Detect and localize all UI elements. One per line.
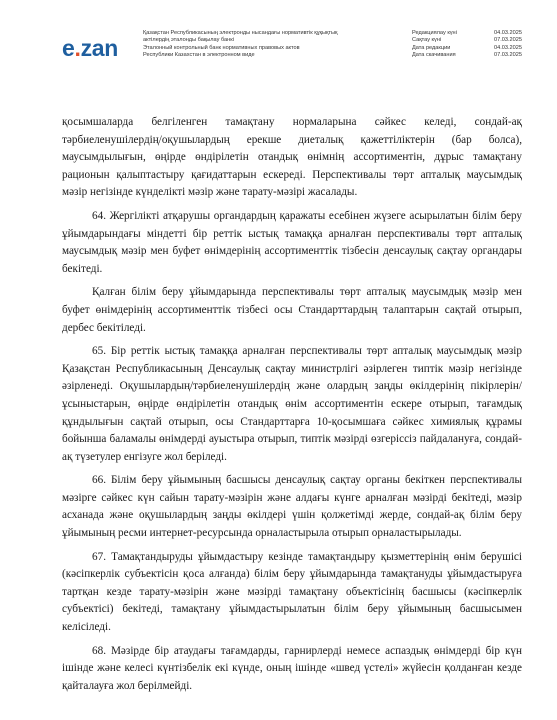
logo-zan: zan xyxy=(80,35,119,61)
paragraph-68: 68. Мәзірде бір атаудағы тағамдарды, гарнирлерді немесе аспаздық өнімдерді бір күн ішінде және келесі күнтізбелік екі күнде, оның ішінде «швед үстелі» жүйесін қолданған кезде қайталауға жол берілмейді. xyxy=(62,644,522,692)
paragraph-66: 66. Білім беру ұйымының басшысы денсаулық сақтау органы бекіткен перспективалы мәзірге сәйкес күн сайын тарату-мәзірін және алдағы күнге арналған мәзірді бекітеді, мәзір асханада және оқушылардың заңды өкілдері үшін қолжетімді жерде, сондай-ақ білім беру ұйымының ресми интернет-ресурсында орналастырыла отырып орналастырылады. xyxy=(62,474,522,540)
ezan-logo[interactable] xyxy=(62,37,118,60)
paragraph-67: 67. Тамақтандыруды ұйымдастыру кезінде тамақтандыру қызметтерінің өнім берушісі (кәсіпкерлік субъектісін қоса алғанда) білім беру ұйымдарында тамақтануды ұйымдастыруға тартқан кезде тарату-мәзірін және мәзірді тамақтану объектісінің басшысы (кәсіпкерлік субъектісі) бекітеді, тамақтану ұйымдастырылатын білім беру ұйымының басшысымен келісіледі. xyxy=(62,550,522,634)
meta-row-download-date-ru xyxy=(412,52,522,59)
meta-row-edit-date-ru xyxy=(412,45,522,52)
document-body xyxy=(62,114,522,701)
meta-label: Сақтау күні xyxy=(412,37,442,44)
meta-label: Дата скачивания xyxy=(412,52,456,59)
logo-e: e xyxy=(62,35,75,61)
paragraph-64-continued: Қалған білім беру ұйымдарында перспективалы төрт апталық маусымдық мәзір мен буфет өнімдерінің ассортименттік тізбесі осы Стандарттардың талаптарын сақтай отырып, дербес бекітіледі. xyxy=(62,286,522,334)
meta-label: Дата редакции xyxy=(412,44,451,51)
meta-value: 07.03.2025 xyxy=(494,52,522,59)
meta-value: 04.03.2025 xyxy=(494,30,522,36)
header-line-2: актілердің эталонды бақылау банкі xyxy=(143,37,234,44)
paragraph-65: 65. Бір реттік ыстық тамаққа арналған перспективалы төрт апталық маусымдық мәзір Қазақстан Республикасының Денсаулық сақтау министрлігі әзірлеген типтік мәзір негізінде әзірленеді. Оқушылардың/тәрбиеленушілердің және олардың заңды өкілдерінің пікірлерін/ұсыныстарын, өңірде өндірілетін отандық өнім ассортиментін ескере отырып, тағамдық құндылығын сақтай отырып, осы Стандарттарға 10-қосымшаға сәйкес химиялық құрамы бойынша баламалы өнімдерді ауыстыра отырып, типтік мәзірді өзгеріссіз пайдалануға, сондай-ақ түзетулер енгізуге жол беріледі. xyxy=(62,345,522,463)
paragraph-continuation: қосымшаларда белгіленген тамақтану нормаларына сәйкес келеді, сондай-ақ тәрбиеленушілердің/оқушылардың ерекше диеталық қажеттіліктерін (бар болса), маусымдылығын, өңірде өндірілетін отандық өнімнің ассортиментін, дұрыс тамақтану рационын қалыптастыру қағидаттарын ескереді. Перспективалы төрт апталық маусымдық мәзір негізінде күнделікті мәзір және тарату-мәзірі жасалады. xyxy=(62,116,522,199)
meta-value: 07.03.2025 xyxy=(494,37,522,44)
header-dates xyxy=(412,30,522,60)
paragraph-64: 64. Жергілікті атқарушы органдардың қаражаты есебінен жүзеге асырылатын білім беру ұйымдарындағы міндетті бір реттік ыстық тамаққа арналған перспективалы төрт апталық маусымдық мәзір мен буфет өнімдерінің ассортименттік тізбесін денсаулық сақтау органдары бекітеді. xyxy=(62,209,522,275)
meta-label: Редакциялау күні xyxy=(412,30,457,36)
header-line-4: Республики Казахстан в электронном виде xyxy=(143,52,255,59)
header-line-1: Қазақстан Республикасының электронды нысандағы нормативтік құқықтық xyxy=(143,30,338,36)
header-line-3: Эталонный контрольный банк нормативных правовых актов xyxy=(143,44,300,51)
document-header xyxy=(0,0,557,80)
logo-dot: . xyxy=(74,35,81,61)
header-source-text xyxy=(143,30,403,60)
meta-value: 04.03.2025 xyxy=(494,44,522,51)
meta-row-edit-date-kz xyxy=(412,30,522,37)
meta-row-save-date-kz xyxy=(412,37,522,44)
